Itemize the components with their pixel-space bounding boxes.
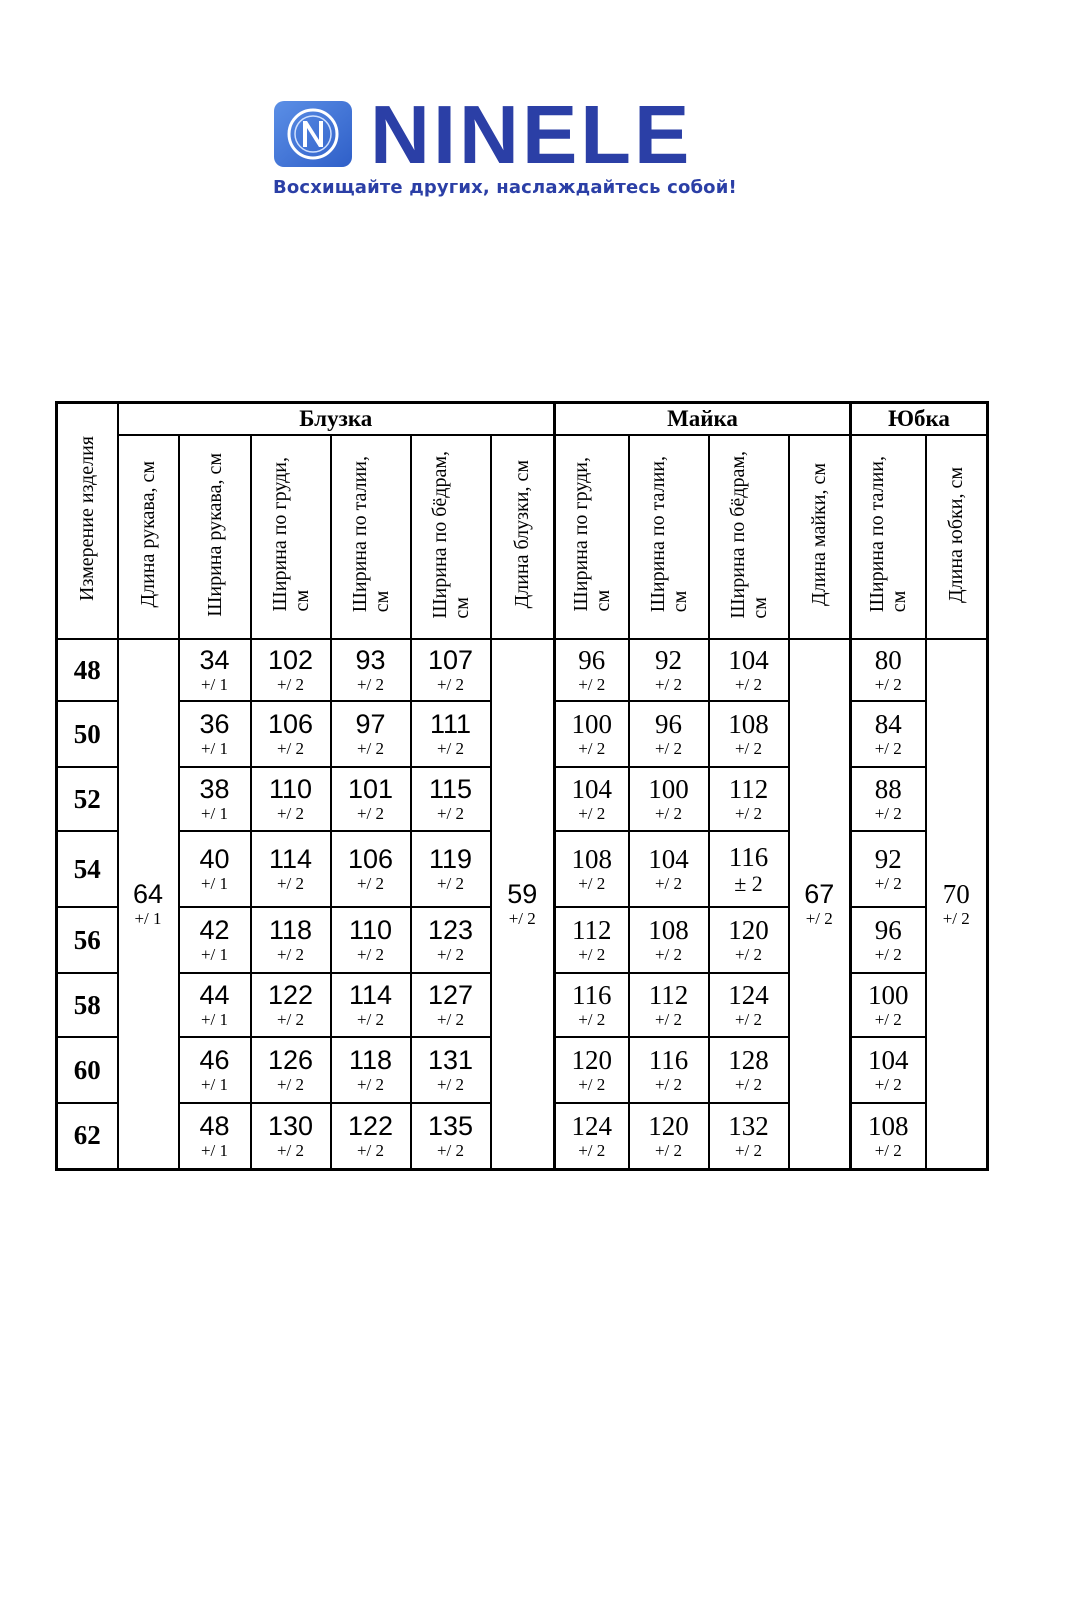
cell-tolerance: +/ 2 [436, 874, 465, 893]
column-header [331, 435, 411, 639]
cell-value: 34 [199, 645, 230, 675]
cell-value: 101 [347, 774, 394, 804]
table-cell [179, 767, 251, 831]
table-cell [331, 831, 411, 907]
cell-value: 112 [648, 980, 689, 1010]
cell-value: 106 [347, 844, 394, 874]
cell-value: 36 [199, 709, 230, 739]
column-header-label: Ширина по бёдрам, см [726, 450, 771, 619]
table-cell [411, 907, 491, 973]
brand-tagline: Восхищайте других, наслаждайтесь собой! [273, 177, 737, 198]
column-header [555, 435, 629, 639]
table-cell [709, 701, 789, 767]
table-cell [851, 907, 926, 973]
table-cell [411, 831, 491, 907]
cell-tolerance: ± 2 [734, 871, 763, 896]
table-cell [251, 973, 331, 1037]
column-header-label: Ширина по бёдрам, см [428, 450, 473, 619]
table-cell [555, 831, 629, 907]
cell-value: 118 [268, 915, 313, 945]
table-cell [851, 701, 926, 767]
table-cell [629, 1037, 709, 1103]
table-cell [851, 831, 926, 907]
column-header [926, 435, 988, 639]
cell-tolerance: +/ 2 [874, 874, 902, 893]
table-cell [331, 639, 411, 701]
cell-value: 116 [648, 1045, 689, 1075]
table-cell [709, 907, 789, 973]
cell-value: 59 [507, 878, 538, 909]
cell-value: 126 [267, 1045, 314, 1075]
table-row [57, 639, 988, 701]
cell-tolerance: +/ 2 [436, 1010, 465, 1029]
table-cell [709, 1037, 789, 1103]
cell-value: 88 [874, 774, 902, 804]
table-cell [709, 767, 789, 831]
cell-tolerance: +/ 2 [734, 1010, 763, 1029]
cell-value: 100 [648, 774, 689, 804]
cell-tolerance: +/ 2 [874, 1075, 902, 1094]
cell-tolerance: +/ 2 [654, 1010, 683, 1029]
cell-value: 120 [648, 1110, 689, 1141]
cell-tolerance: +/ 2 [578, 1010, 606, 1029]
cell-value: 108 [728, 709, 769, 739]
cell-tolerance: +/ 1 [200, 804, 229, 823]
row-header-label: Измерение изделия [76, 436, 99, 601]
table-cell [629, 973, 709, 1037]
cell-tolerance: +/ 2 [805, 908, 833, 928]
size-label: 56 [57, 907, 118, 973]
column-header [118, 435, 179, 639]
cell-value: 38 [199, 774, 230, 804]
table-cell [179, 973, 251, 1037]
cell-value: 118 [348, 1045, 393, 1075]
cell-tolerance: +/ 2 [356, 675, 385, 694]
cell-tolerance: +/ 2 [734, 1140, 763, 1160]
cell-tolerance: +/ 2 [874, 739, 902, 758]
cell-tolerance: +/ 1 [200, 1140, 229, 1160]
table-cell [851, 1037, 926, 1103]
cell-tolerance: +/ 2 [874, 945, 902, 964]
cell-value: 102 [267, 645, 314, 675]
table-cell [629, 639, 709, 701]
cell-tolerance: +/ 1 [200, 675, 229, 694]
table-cell [411, 1103, 491, 1169]
column-header-label: Ширина рукава, см [203, 452, 226, 617]
table-cell [411, 767, 491, 831]
cell-value: 104 [571, 774, 612, 804]
cell-tolerance: +/ 2 [276, 739, 305, 758]
cell-value: 131 [427, 1045, 474, 1075]
cell-tolerance: +/ 1 [200, 1075, 229, 1094]
table-cell [709, 639, 789, 701]
cell-tolerance: +/ 2 [508, 908, 536, 928]
table-cell [251, 639, 331, 701]
table-cell [709, 973, 789, 1037]
cell-tolerance: +/ 2 [654, 739, 683, 758]
cell-tolerance: +/ 2 [874, 1010, 902, 1029]
cell-tolerance: +/ 2 [276, 1075, 305, 1094]
table-cell [331, 701, 411, 767]
column-header [629, 435, 709, 639]
cell-value: 92 [655, 645, 682, 675]
table-cell [179, 1103, 251, 1169]
cell-value: 112 [728, 774, 769, 804]
table-cell [251, 767, 331, 831]
cell-value: 108 [571, 844, 612, 874]
cell-value: 96 [655, 709, 682, 739]
cell-tolerance: +/ 2 [436, 945, 465, 964]
cell-tolerance: +/ 1 [200, 739, 229, 758]
cell-tolerance: +/ 2 [356, 874, 385, 893]
column-header-label: Ширина по талии, см [866, 456, 911, 613]
cell-tolerance: +/ 2 [578, 675, 606, 694]
cell-value: 70 [942, 878, 970, 909]
table-cell [331, 767, 411, 831]
column-header-label: Длина рукава, см [137, 461, 159, 608]
cell-value: 67 [804, 878, 835, 909]
column-header [789, 435, 851, 639]
cell-value: 122 [347, 1110, 394, 1141]
cell-tolerance: +/ 2 [578, 1140, 606, 1160]
size-label: 50 [57, 701, 118, 767]
cell-tolerance: +/ 2 [356, 1010, 385, 1029]
cell-tolerance: +/ 2 [734, 804, 763, 823]
size-label: 52 [57, 767, 118, 831]
cell-value: 104 [868, 1045, 909, 1075]
table-cell [251, 701, 331, 767]
table-cell [331, 1103, 411, 1169]
cell-tolerance: +/ 2 [276, 1010, 305, 1029]
table-cell [555, 973, 629, 1037]
cell-tolerance: +/ 2 [578, 739, 606, 758]
group-header-top: Майка [555, 403, 851, 436]
cell-value: 120 [728, 915, 769, 945]
cell-tolerance: +/ 2 [654, 945, 683, 964]
cell-value: 48 [199, 1110, 230, 1141]
column-header-label: Длина юбки, см [945, 466, 968, 603]
cell-value: 40 [199, 844, 230, 874]
cell-tolerance: +/ 2 [356, 945, 385, 964]
table-cell [555, 1037, 629, 1103]
cell-value: 115 [428, 774, 473, 804]
column-header-label: Ширина по груди, см [268, 457, 313, 612]
column-header-label: Длина блузки, см [511, 460, 534, 609]
cell-value: 127 [427, 980, 474, 1010]
cell-value: 114 [348, 980, 393, 1010]
cell-tolerance: +/ 2 [436, 1140, 465, 1160]
cell-tolerance: +/ 2 [356, 804, 385, 823]
table-cell [709, 831, 789, 907]
cell-value: 124 [571, 1110, 612, 1141]
cell-value: 114 [268, 844, 313, 874]
cell-tolerance: +/ 1 [200, 1010, 229, 1029]
cell-tolerance: +/ 2 [654, 874, 683, 893]
cell-value: 96 [578, 645, 606, 675]
cell-tolerance: +/ 1 [200, 945, 229, 964]
column-header [411, 435, 491, 639]
cell-tolerance: +/ 2 [356, 739, 385, 758]
cell-value: 93 [355, 645, 386, 675]
cell-value: 108 [868, 1110, 909, 1141]
cell-value: 84 [874, 709, 902, 739]
cell-tolerance: +/ 2 [356, 1140, 385, 1160]
cell-tolerance: +/ 2 [942, 908, 970, 928]
cell-tolerance: +/ 2 [654, 1140, 683, 1160]
cell-value: 64 [132, 878, 164, 909]
cell-value: 100 [868, 980, 909, 1010]
cell-tolerance: +/ 2 [436, 739, 465, 758]
table-cell [555, 1103, 629, 1169]
spanning-cell-blouse-length [491, 639, 555, 1169]
cell-value: 100 [571, 709, 612, 739]
cell-tolerance: +/ 2 [734, 1075, 763, 1094]
column-header-label: Ширина по талии, см [646, 456, 691, 613]
cell-value: 106 [267, 709, 314, 739]
table-cell [251, 1037, 331, 1103]
cell-value: 130 [267, 1110, 314, 1141]
column-header [491, 435, 555, 639]
table-cell [851, 767, 926, 831]
cell-value: 108 [648, 915, 689, 945]
table-cell [331, 973, 411, 1037]
column-header [709, 435, 789, 639]
table-cell [851, 1103, 926, 1169]
cell-tolerance: +/ 2 [874, 675, 902, 694]
size-label: 48 [57, 639, 118, 701]
cell-value: 132 [728, 1110, 769, 1141]
table-cell [251, 831, 331, 907]
cell-tolerance: +/ 2 [654, 1075, 683, 1094]
cell-tolerance: +/ 2 [276, 945, 305, 964]
size-label: 58 [57, 973, 118, 1037]
cell-value: 107 [427, 645, 474, 675]
table-cell [179, 639, 251, 701]
cell-tolerance: +/ 2 [436, 804, 465, 823]
table-cell [555, 907, 629, 973]
column-header-label: Ширина по талии, см [348, 456, 393, 613]
cell-tolerance: +/ 1 [200, 874, 229, 893]
cell-tolerance: +/ 2 [356, 1075, 385, 1094]
table-cell [555, 639, 629, 701]
cell-tolerance: +/ 2 [874, 1140, 902, 1160]
cell-tolerance: +/ 2 [734, 739, 763, 758]
cell-value: 110 [348, 915, 393, 945]
table-cell [411, 973, 491, 1037]
cell-value: 96 [874, 915, 902, 945]
cell-tolerance: +/ 2 [734, 675, 763, 694]
table-cell [555, 767, 629, 831]
cell-tolerance: +/ 2 [578, 945, 606, 964]
cell-tolerance: +/ 2 [276, 675, 305, 694]
cell-value: 120 [571, 1045, 612, 1075]
cell-value: 123 [427, 915, 474, 945]
cell-value: 112 [572, 915, 612, 945]
spanning-cell-top-length [789, 639, 851, 1169]
cell-value: 124 [728, 980, 769, 1010]
cell-tolerance: +/ 2 [578, 1075, 606, 1094]
cell-value: 110 [268, 774, 313, 804]
table-cell [629, 907, 709, 973]
cell-tolerance: +/ 2 [578, 874, 606, 893]
column-header [251, 435, 331, 639]
cell-value: 46 [199, 1045, 230, 1075]
table-cell [629, 767, 709, 831]
cell-tolerance: +/ 2 [276, 1140, 305, 1160]
cell-tolerance: +/ 2 [436, 1075, 465, 1094]
cell-tolerance: +/ 2 [276, 874, 305, 893]
spanning-cell-sleeve-length [118, 639, 179, 1169]
spanning-cell-skirt-length [926, 639, 988, 1169]
cell-value: 128 [728, 1045, 769, 1075]
brand-logo [273, 88, 783, 210]
cell-value: 116 [572, 980, 612, 1010]
size-label: 60 [57, 1037, 118, 1103]
table-cell [851, 639, 926, 701]
cell-value: 42 [199, 915, 230, 945]
table-cell [555, 701, 629, 767]
cell-value: 44 [199, 980, 230, 1010]
column-header-label: Длина майки, см [808, 463, 831, 606]
table-cell [331, 907, 411, 973]
table-cell [179, 701, 251, 767]
column-header [851, 435, 926, 639]
cell-tolerance: +/ 2 [734, 945, 763, 964]
table-cell [411, 701, 491, 767]
size-chart-table [55, 401, 989, 1171]
table-cell [629, 1103, 709, 1169]
cell-tolerance: +/ 2 [654, 675, 683, 694]
size-label: 54 [57, 831, 118, 907]
table-cell [179, 907, 251, 973]
size-label: 62 [57, 1103, 118, 1169]
cell-value: 135 [427, 1110, 474, 1141]
cell-tolerance: +/ 2 [874, 804, 902, 823]
cell-value: 119 [428, 844, 473, 874]
column-header [179, 435, 251, 639]
brand-wordmark: NINELE [370, 88, 693, 181]
table-cell [629, 831, 709, 907]
table-cell [179, 831, 251, 907]
cell-value: 80 [874, 645, 902, 675]
group-header-skirt: Юбка [851, 403, 988, 436]
group-header-blouse: Блузка [118, 403, 555, 436]
cell-value: 122 [267, 980, 314, 1010]
row-header-cell [57, 403, 118, 640]
table-cell [629, 701, 709, 767]
cell-value: 92 [874, 844, 902, 874]
cell-value: 104 [728, 645, 769, 675]
cell-value: 116 [728, 842, 769, 872]
table-cell [411, 1037, 491, 1103]
cell-value: 97 [355, 709, 386, 739]
cell-tolerance: +/ 2 [276, 804, 305, 823]
table-cell [331, 1037, 411, 1103]
cell-tolerance: +/ 1 [134, 908, 162, 928]
table-cell [851, 973, 926, 1037]
table-cell [709, 1103, 789, 1169]
ninele-badge-icon [273, 100, 353, 168]
cell-value: 111 [429, 709, 472, 739]
cell-tolerance: +/ 2 [578, 804, 606, 823]
cell-tolerance: +/ 2 [436, 675, 465, 694]
table-cell [251, 907, 331, 973]
cell-tolerance: +/ 2 [654, 804, 683, 823]
table-cell [179, 1037, 251, 1103]
table-cell [411, 639, 491, 701]
cell-value: 104 [648, 844, 689, 874]
column-header-label: Ширина по груди, см [569, 457, 614, 612]
table-cell [251, 1103, 331, 1169]
